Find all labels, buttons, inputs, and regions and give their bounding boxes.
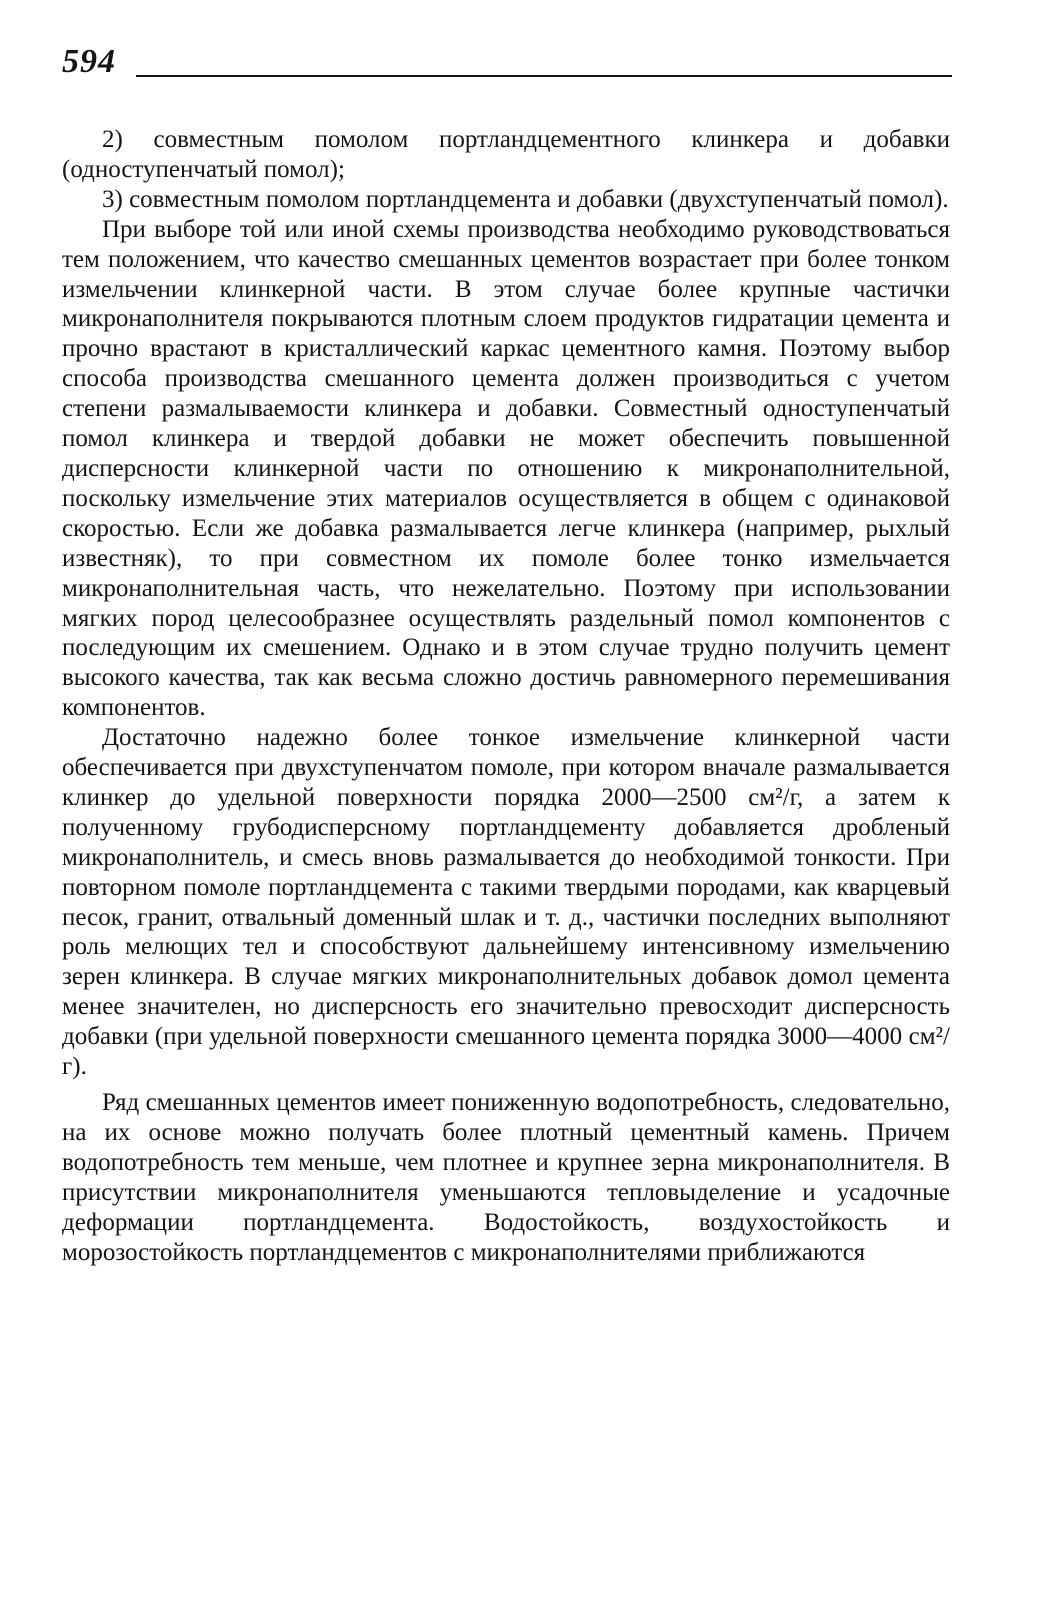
page-header [62, 42, 952, 86]
list-item-3: 3) совместным помолом портландцемента и добавки (двухступенчатый помол). [102, 185, 949, 213]
paragraph-production-scheme: При выборе той или иной схемы производства необходимо руководствоваться тем положением, что качество смешанных цементов возрастает при более тонком измельчении клинкерной части. В этом случае более крупные частички микронаполнителя покрываются плотным слоем продуктов гидратации цемента и прочно врастают в кристаллический каркас цементного камня. Поэтому выбор способа производства смешанного цемента должен производиться с учетом степени размалываемости клинкера и добавки. Совместный одноступенчатый помол клинкера и твердой добавки не может обеспечить повышенной дисперсности клинкерной части по отношению к микронаполнительной, поскольку измельчение этих материалов осуществляется в общем с одинаковой скоростью. Если же добавка размалывается легче клинкера (например, рыхлый известняк), то при совместном их помоле более тонко измельчается микронаполнительная часть, что нежелательно. Поэтому при использовании мягких пород целесообразнее осуществлять раздельный помол компонентов с последующим их смешением. Однако и в этом случае трудно получить цемент высокого качества, так как весьма сложно достичь равномерного перемешивания компонентов. [62, 215, 950, 722]
list-item-2: 2) совместным помолом портландцементного клинкера и добавки (одноступенчатый помол); [62, 126, 950, 183]
paragraph-two-stage-grinding: Достаточно надежно более тонкое измельчение клинкерной части обеспечивается при двухступенчатом помоле, при котором вначале размалывается клинкер до удельной поверхности порядка 2000—2500 см²/г, а затем к полученному грубодисперсному портландцементу добавляется дробленый микронаполнитель, и смесь вновь размалывается до необходимой тонкости. При повторном помоле портландцемента с такими твердыми породами, как кварцевый песок, гранит, отвальный доменный шлак и т. д., частички последних выполняют роль мелющих тел и способствуют дальнейшему интенсивному измельчению зерен клинкера. В случае мягких микронаполнительных добавок домол цемента менее значителен, но дисперсность его значительно превосходит дисперсность добавки (при удельной поверхности смешанного цемента порядка 3000—4000 см²/г). [62, 724, 950, 1081]
paragraph-water-demand: Ряд смешанных цементов имеет пониженную водопотребность, следовательно, на их основе можно получать более плотный цементный камень. Причем водопотребность тем меньше, чем плотнее и крупнее зерна микронаполнителя. В присутствии микронаполнителя уменьшаются тепловыделение и усадочные деформации портландцемента. Водостойкость, воздухостойкость и морозостойкость портландцементов с микронаполнителями приближаются [62, 1089, 950, 1266]
body-text [62, 125, 950, 1267]
page-number: 594 [62, 43, 116, 80]
header-rule [136, 75, 952, 77]
